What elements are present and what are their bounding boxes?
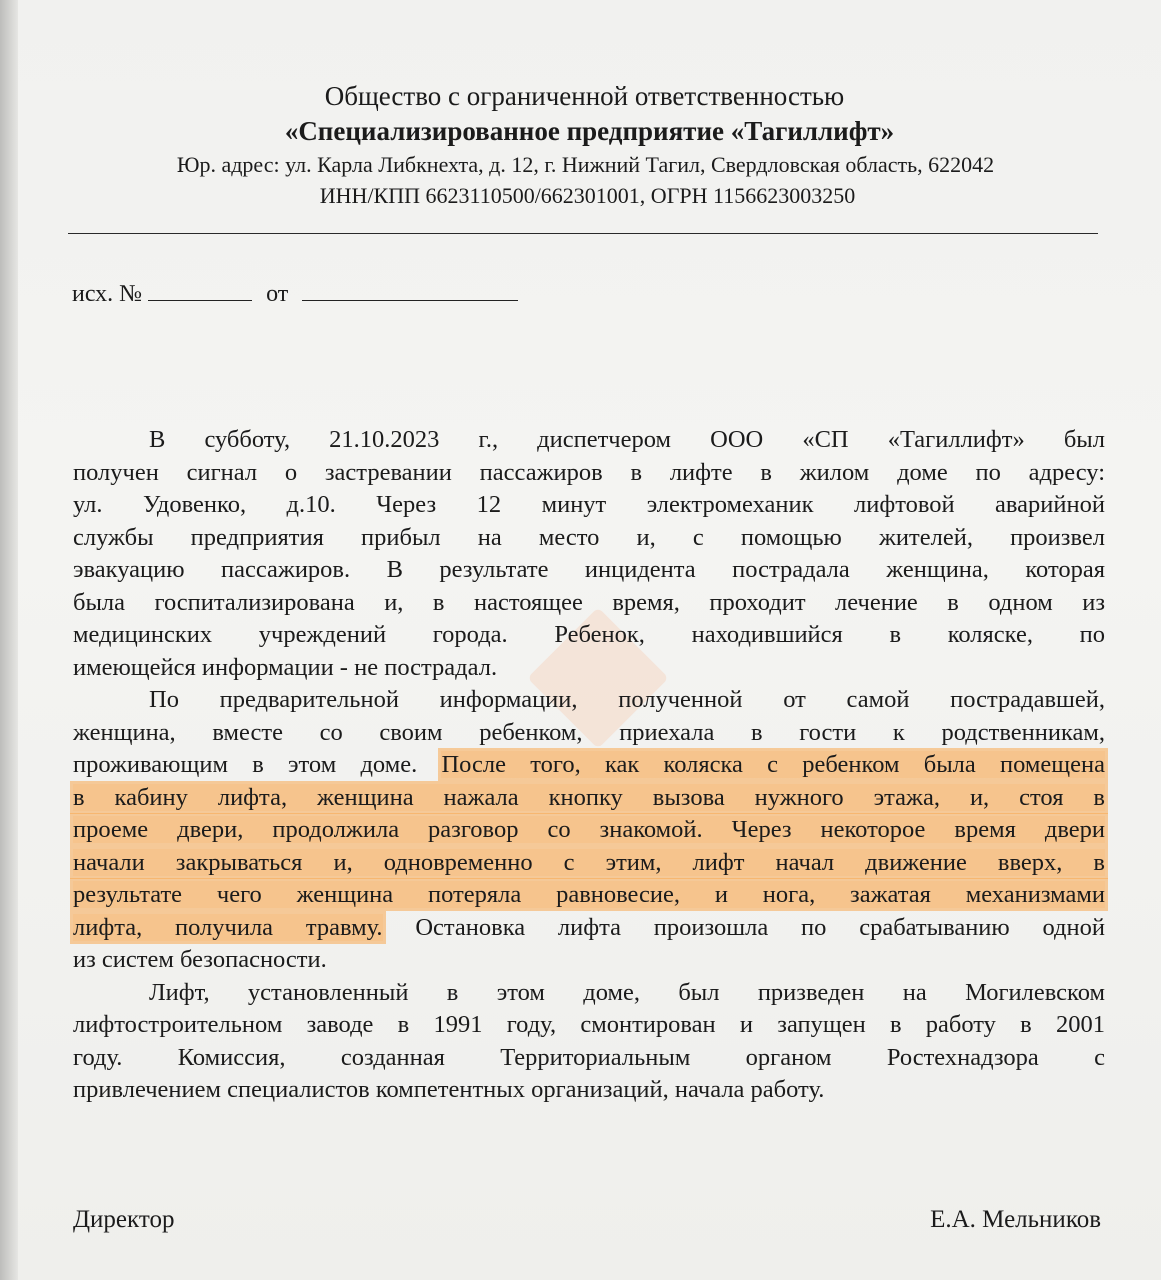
legal-address: Юр. адрес: ул. Карла Либкнехта, д. 12, г. Нижний Тагил, Свердловская область, 622042 [176, 152, 995, 177]
highlighted-text: начали закрываться и, одновременно с этим, лифт начал движение вверх, в [73, 848, 1105, 876]
outgoing-number-label: исх. № [72, 281, 143, 307]
paragraph-2-line: женщина, вместе со своим ребенком, приехала в гости к родственникам, [73, 718, 1105, 746]
paragraph-2-line [73, 879, 1105, 912]
letter-body [73, 424, 1105, 1107]
paragraph-3-line: лифтостроительном заводе в 1991 году, смонтирован и запущен в работу в 2001 [73, 1011, 1105, 1038]
paragraph-2-line: По предварительной информации, полученной от самой пострадавшей, [149, 686, 1105, 713]
outgoing-number-blank [148, 278, 252, 301]
paragraph-1-line: была госпитализирована и, в настоящее время, проходит лечение в одном из [73, 588, 1105, 616]
registration-numbers: ИНН/КПП 6623110500/662301001, ОГРН 1156623003250 [319, 183, 856, 208]
highlighted-text: в кабину лифта, женщина нажала кнопку вызова нужного этажа, и, стоя в [73, 783, 1105, 811]
paragraph-3-line: привлечением специалистов компетентных организаций, начала работу. [73, 1076, 825, 1103]
signatory-title: Директор [73, 1206, 175, 1233]
paragraph-1-line: эвакуацию пассажиров. В результате инцидента пострадала женщина, которая [73, 556, 1105, 583]
outgoing-date-blank [302, 278, 518, 301]
outgoing-date-label: от [266, 281, 289, 307]
outgoing-reference [72, 278, 518, 309]
highlighted-text: После того, как коляска с ребенком была помещена [441, 751, 1106, 778]
org-form: Общество с ограниченной ответственностью [324, 81, 845, 111]
paragraph-1-line: В субботу, 21.10.2023 г., диспетчером ООО «СП «Тагиллифт» был [149, 426, 1105, 453]
paragraph-2-text: Остановка лифта произошла по срабатыванию одной [415, 913, 1105, 941]
paragraph-2-text: проживающим в этом доме. [73, 751, 418, 778]
letterhead-divider [68, 233, 1098, 234]
paragraph-2-line [73, 912, 1105, 945]
paragraph-2-line: из систем безопасности. [73, 946, 327, 973]
highlighted-text: результате чего женщина потеряла равновесие, и нога, зажатая механизмами [73, 881, 1105, 908]
paragraph-2-line [73, 814, 1105, 847]
paragraph-3-line: году. Комиссия, созданная Территориальным органом Ростехнадзора с [73, 1043, 1105, 1071]
paragraph-1-line: ул. Удовенко, д.10. Через 12 минут электромеханик лифтовой аварийной [73, 491, 1105, 518]
highlighted-text: лифта, получила травму. [73, 913, 383, 941]
org-name: «Специализированное предприятие «Тагиллифт» [284, 116, 895, 146]
paragraph-1-line: службы предприятия прибыл на место и, с помощью жителей, произвел [73, 523, 1105, 551]
paragraph-2-line [73, 847, 1105, 880]
paragraph-2-line [73, 749, 1105, 782]
letterhead [0, 78, 1161, 211]
highlighted-text: проеме двери, продолжила разговор со знакомой. Через некоторое время двери [73, 816, 1105, 843]
paragraph-1-line: получен сигнал о застревании пассажиров в лифте в жилом доме по адресу: [73, 458, 1105, 486]
paragraph-1-line: медицинских учреждений города. Ребенок, находившийся в коляске, по [73, 621, 1105, 648]
signatory-name: Е.А. Мельников [930, 1206, 1101, 1233]
paragraph-1-line: имеющейся информации - не пострадал. [73, 653, 498, 681]
paragraph-3-line: Лифт, установленный в этом доме, был призведен на Могилевском [149, 978, 1105, 1006]
paragraph-2-line [73, 782, 1105, 815]
